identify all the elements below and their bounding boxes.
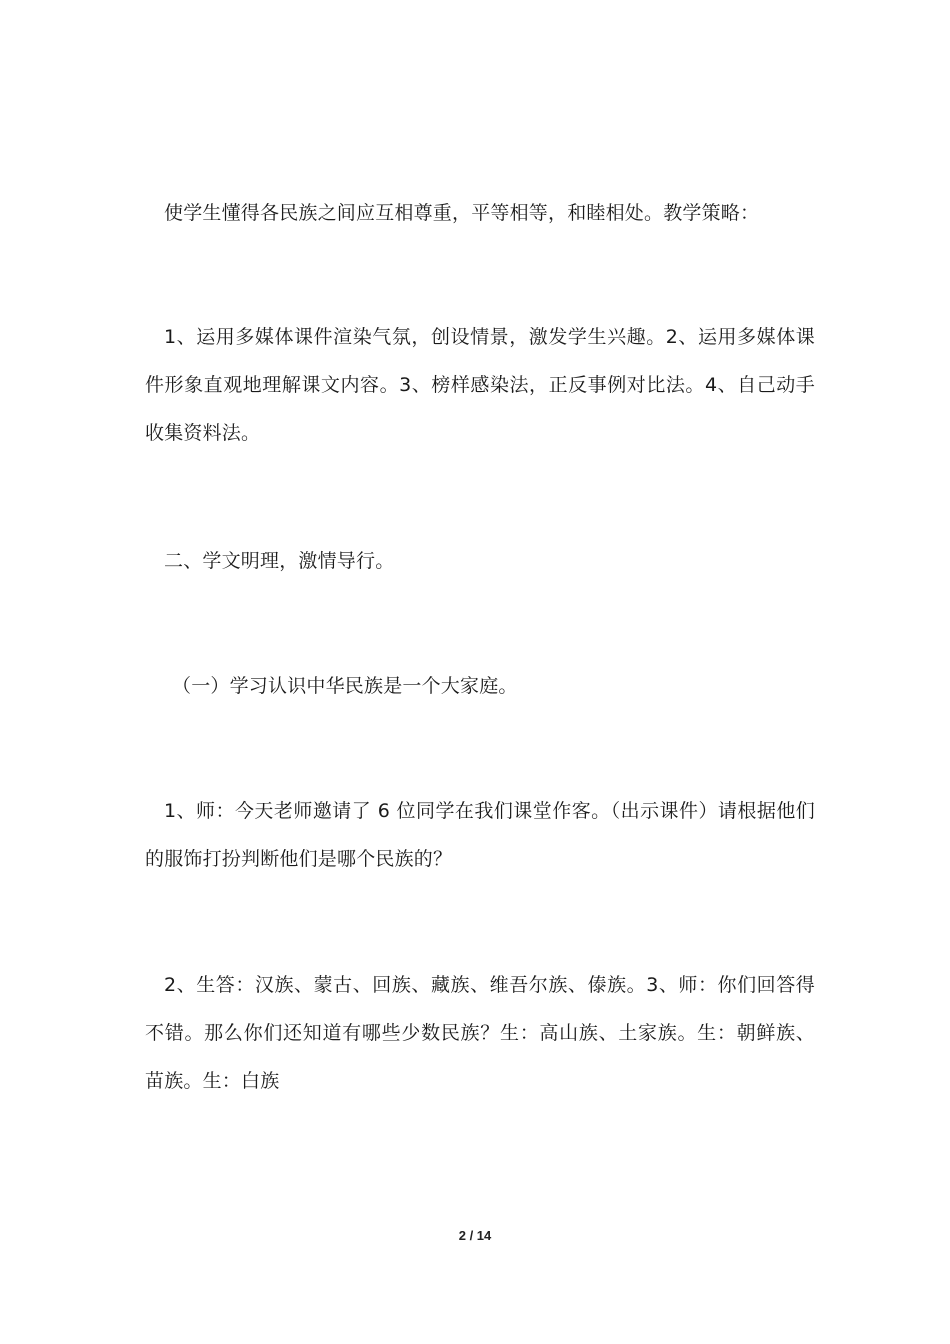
paragraph-student-answers: 2、生答：汉族、蒙古、回族、藏族、维吾尔族、傣族。3、师：你们回答得不错。那么你们还知道有哪些少数民族？生：高山族、土家族。生：朝鲜族、苗族。生：白族	[145, 974, 815, 1092]
subsection-heading: （一）学习认识中华民族是一个大家庭。	[172, 675, 518, 697]
paragraph-teacher-question: 1、师：今天老师邀请了 6 位同学在我们课堂作客。（出示课件）请根据他们的服饰打扮判断他们是哪个民族的？	[145, 800, 815, 870]
paragraph-objective: 使学生懂得各民族之间应互相尊重，平等相等，和睦相处。教学策略：	[164, 202, 760, 224]
page-number: 2 / 14	[458, 1228, 492, 1243]
section-heading: 二、学文明理，激情导行。	[164, 550, 395, 572]
paragraph-strategies: 1、运用多媒体课件渲染气氛，创设情景，激发学生兴趣。2、运用多媒体课件形象直观地理解课文内容。3、榜样感染法，正反事例对比法。4、自己动手收集资料法。	[145, 326, 815, 444]
